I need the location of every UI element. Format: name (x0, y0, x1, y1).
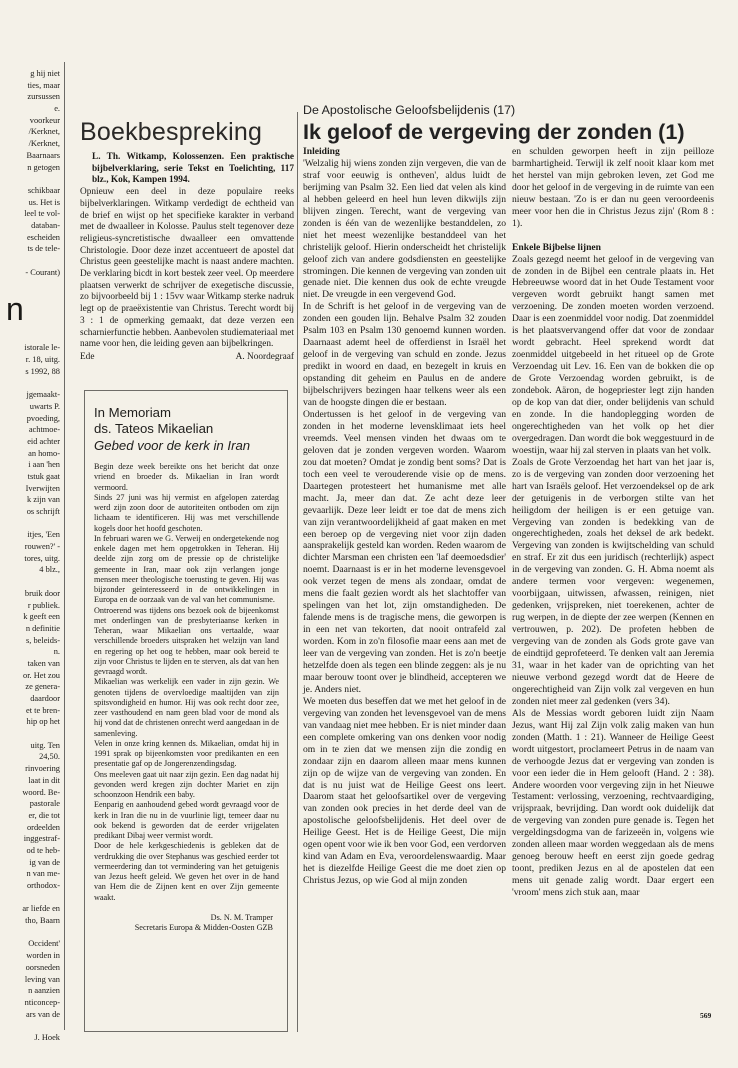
article-paragraph: Zoals gezegd neemt het geloof in de vergeving van de zonden in de Bijbel een centrale plaats in. Het Hebreeuwse woord dat in het Oude Testament voor vergeven wordt gebruikt hangt samen met verzoening. De zonden moeten worden verzoend. Daar is een zoenmiddel voor nodig. Dat zoenmiddel is het plaatsvervangend offer dat voor de zondaar wordt gebracht. Heel sprekend wordt dat zoenmiddel uitgebeeld in het ritueel op de Grote Verzoendag uit Lev. 16. Een van de bokken die op de Grote Verzoendag worden gebruikt, is de zondebok. Aäron, de hogepriester legt zijn handen op de kop van dat dier, onder belijdenis van schuld en zonde. In die handoplegging worden de ongerechtigheden van het volk op het dier overgedragen. Dan wordt die bok weggestuurd in de woestijn, waar hij zal sterven in plaats van het volk. (512, 253, 714, 456)
left-column-line: n getogen (27, 162, 60, 172)
memoriam-paragraph: Mikaelian was werkelijk een vader in zijn gezin. We genoten tijdens de overvloedige maaltijden van zijn spitsvondigheid en humor. Hij was ook recht door zee, zeer vasthoudend en nam geen blad voor de mond als hij vond dat de christenen onrecht werd aangedaan in de samenleving. (94, 677, 279, 738)
left-column-line: escheiden (26, 232, 60, 242)
left-column-line (0, 892, 60, 904)
left-column-line: n aanzien (28, 986, 60, 996)
left-column-line: us. Het is (28, 197, 60, 207)
left-column-line: /Kerknet, (28, 139, 60, 149)
article-column-1 (303, 146, 506, 887)
left-column-line (0, 576, 60, 588)
left-column-line: ze genera- (25, 682, 60, 692)
left-column-line (0, 518, 60, 530)
review-book-heading: L. Th. Witkamp, Kolossenzen. Een praktische bijbelverklaring, serie Tekst en Toelichting, 117 blz., Kok, Kampen 1994. (92, 152, 294, 186)
left-column-line: i aan 'hen (28, 460, 60, 470)
left-column-line: daardoor (30, 694, 60, 703)
article-paragraph: Zoals de Grote Verzoendag het hart van het jaar is, zo is de vergeving van zonden door verzoening het hart van Israëls geloof. Het verzoendeksel op de ark der getuigenis in de verborgen stilte van het heiligdom der heiligen is er een getuige van. Vergeving van zonden is bedekking van de ongerechtigheden, zoals het deksel de ark bedekt. Vergeving van zonden is kwijtschelding van schuld en straf. Er zit dus een juridisch (rechterlijk) aspect in de vergeving van zonden. G. H. Abma noemt als andere termen voor vergeven: wegenemen, voorbijgaan, uitwissen, afwassen, reinigen, niet gedenken, vrijspreken, niet toerekenen, achter de rug werpen, in de diepte der zee werpen (Kennen en vertrouwen, p. 202). De profeten hebben de vergeving van de zonden als Gods grote gave van de eindtijd geprofeteerd. Te denken valt aan Jeremia 31, waar in het kader van de oprichting van het nieuwe verbond gezegd wordt dat de Heere de ongerechtigheid van Zijn volk zal vergeven en hun zonden niet meer zal gedenken (vers 34). (512, 456, 714, 707)
left-column-line: tstuk gaat (27, 471, 60, 481)
left-column-line: bruik door (24, 588, 60, 598)
review-body: Opnieuw een deel in deze populaire reeks bijbelverklaringen. Witkamp verdedigt de echtheid van de brief en wijst op het specifieke karakter in verband met de dwaalleer in Kolosse. Paulus stelt tegenover deze religieus-syncretistische dwaalleer een omvattende Christologie. Door deze inzet accentueert de apostel dat Christus geen geestelijke macht is naast andere machten. De verklaring bicdt in kort bestek zeer veel. Op meerdere plaatsen verwerkt de schrijver de exegetische discussie, zo bijvoorbeeld bij 1 : 15vv waar Witkamp sterke nadruk legt op de praeëxistentie van Christus. Terecht wordt bij 3 : 1 de opmerking gemaakt, dat deze verzen een scharnierfunctie hebben. Aanbevolen studiemateriaal met name voor hen, die leiding geven aan bijbelkringen. (80, 187, 294, 350)
left-column-line: databan- (31, 220, 60, 230)
left-column-line: /Kerknet, (28, 127, 60, 137)
left-column-line: os schrijft (26, 507, 60, 516)
left-column-line: g hij niet (30, 69, 60, 78)
left-column-line (0, 927, 60, 939)
left-column-line: od te heb- (26, 845, 60, 855)
in-memoriam-box (84, 390, 288, 1032)
left-column-line: leving van (24, 974, 60, 984)
left-column-line: achtmoe- (28, 425, 60, 435)
column-2-intro: en schulden geworpen heeft in zijn peilloze barmhartigheid. Terwijl ik zelf nooit klaar kom met het herstel van mijn gebroken leven, zet God me door het geloof in de vergeving in de ruimte van een nieuw bestaan. 'Zo is er dan nu geen veroordeenis meer voor hen die in Christus Jezus zijn' (Rom 8 : 1). (512, 146, 714, 229)
left-column-line: hip op het (26, 717, 60, 727)
review-place: Ede (80, 351, 95, 362)
left-column-line: itjes, 'Een (27, 530, 60, 540)
left-column-line: worden in (26, 951, 60, 961)
left-column-line: jgemaakt- (26, 390, 60, 400)
biblical-lines-heading: Enkele Bijbelse lijnen (512, 241, 602, 253)
memoriam-paragraph: Begin deze week bereikte ons het bericht dat onze vriend en broeder ds. Mikaelian in Iran wordt vermoord. (94, 462, 279, 492)
left-column-line: pvoeding, (26, 413, 60, 423)
left-column-line: rouwen?' - (24, 542, 60, 552)
article-column-1-body (303, 158, 506, 887)
memoriam-subtitle: Gebed voor de kerk in Iran (94, 437, 251, 453)
left-column-line (0, 377, 60, 389)
memoriam-paragraph: Door de hele kerkgeschiedenis is gebleken dat de verdrukking die over Stephanus was geschied eerder tot vermeerdering dan tot vermindering van het getuigenis van Jezus heeft geleid. We geven het over in de hand van Hem die de Zijnen kent en over Zijn gemeente waakt. (94, 841, 279, 902)
left-column-line: orthodox- (26, 881, 60, 890)
left-column-line: 24,50. (39, 752, 60, 762)
left-column-line: ars van de (26, 1009, 60, 1019)
left-column-line: inggestraf- (23, 834, 60, 844)
left-column-line: uitg. Ten (30, 740, 60, 750)
article-kicker: De Apostolische Geloofsbelijdenis (17) (303, 103, 516, 117)
left-column-line: istorale le- (24, 343, 60, 353)
left-column-line: 4 blz., (39, 565, 60, 575)
left-column-line (0, 173, 60, 185)
left-column-line: ar liefde en (22, 904, 60, 914)
article-paragraph: We moeten dus beseffen dat we met het geloof in de vergeving van zonden het levensgevoel van de mens van vandaag niet mee hebben. Er is niet minder daan een complete omkering van ons denken voor nodig om in te zien dat we mensen zijn die zondig en zondaar zijn en daarom alleen maar mens kunnen zijn op de wijze van de vergeving van zonden. En dat is nu juist wat de Heilige Geest ons leert. Daarom staat het geloofsartikel over de vergeving van zonden ook precies in het derde deel van de apostolische geloofsbelijdenis. Het deel over de Heilige Geest. Het is de Heilige Geest, Die mijn ogen opent voor wie ik ben voor God, een verdorven kind van Adam en Eva, veroordelenswaardig. Maar het is diezelfde Heilige Geest die me doet zien op Christus Jezus, op wie God al mijn zonden (303, 695, 507, 887)
left-column-line: Iverwijten (25, 483, 60, 493)
memoriam-paragraph: Sinds 27 juni was hij vermist en afgelopen zaterdag werd zijn zoon door de autoriteiten ontboden om zijn lichaam te identificeren. Hij was met verschillende kogels door het hoofd geschoten. (94, 492, 279, 533)
review-author: A. Noordegraaf (235, 351, 294, 362)
left-column-line: uwarts P. (29, 401, 60, 411)
left-column-line (0, 728, 60, 740)
left-column-line: er, die tot (28, 810, 60, 820)
left-column-line: J. Hoek (34, 1032, 60, 1042)
left-column-line: schikbaar (27, 185, 60, 195)
left-column-line: et te bren- (26, 705, 60, 715)
left-column-line: pastorale (29, 799, 60, 809)
memoriam-signature-role: Secretaris Europa & Midden-Oosten GZB (134, 923, 273, 933)
article-paragraph: Als de Messias wordt geboren luidt zijn Naam Jezus, want Hij zal Zijn volk zalig maken van hun zonden (Matth. 1 : 21). Wanneer de Heilige Geest wordt uitgestort, proclameert Petrus in de naam van de verhoogde Jezus dat er vergeving van zonden is voor een ieder die in Hem gelooft (Hand. 2 : 38). Andere woorden voor vergeving zijn in het Nieuwe Testament: verlossing, verzoening, rechtvaardiging, vrijspraak, bevrijding. Dan wordt ook duidelijk dat de vergeving van zonden pure genade is. Tegen het vergeldingsdogma van de farizeeën in, volgens wie zonden alleen maar worden weggedaan als de mens genoeg berouw heeft en eerst zijn goede gedrag toont, prediken Jezus en al de apostelen dat een mens uit genade zalig wordt. Daar ergert een 'vroom' mens zich stuk aan, maar (512, 707, 714, 899)
article-paragraph: In de Schrift is het geloof in de vergeving van de zonden een gouden lijn. Behalve Psalm 32 zouden Psalm 103 en Psalm 130 genoemd kunnen worden. Daarnaast ademt heel de offerdienst in Israël het geloof in de vergeving van schuld en zonde. Jezus predikt in woord en daad, en bezegelt in kruis en opstanding dit geheim en Paulus en de andere bijbelschrijvers bezingen haar telkens weer als een van de hoogste dingen die er bestaan. (303, 301, 506, 409)
article-paragraph: Ondertussen is het geloof in de vergeving van zonden in het moderne levensklimaat iets heel vreemds. Veel mensen vinden het dwaas om te geloven dat je zonden vergeven worden. Waarom zou dat moeten? Omdat je zondig bent soms? Dat is toch een veel te verouderende visie op de mens. Daartegen protesteert het humanisme met alle macht. Ja, meer dan dat. Ze acht deze leer gevaarlijk. Deze leer leidt er toe dat de mens zich van zijn verantwoordelijkheid af gaat maken en met een beroep op de vergeving niet voor zijn daden aansprakelijk gesteld kan worden. Reden waarom de dichter Marsman een christen een 'laf deemoedsdier' noemt. Daarnaast is er in het moderne levensgevoel ook verzet tegen de mens als zondaar, omdat de mens die faalt gezien wordt als het slachtoffer van spelingen van het lot, zijn omstandigheden. De falende mens is de tragische mens, die geworpen is in een net van tekorten, dat nooit ontrafeld zal worden. Kom in zo'n filosofie maar eens aan met de leer van de vergeving van zonden. Het is zo'n beetje hetzelfde doen als tegen een blinde zeggen: als je nu maar berouw toont over je blindheid, accepteren we je. Anders niet. (303, 408, 506, 695)
left-column-line: r. 18, uitg. (25, 355, 60, 365)
left-column-line: taken van (27, 658, 60, 668)
left-column-line: k zijn van (26, 495, 60, 505)
left-column-line: ordeelden (26, 822, 60, 832)
left-column-line: Baarnaars (26, 150, 60, 160)
left-column-text (0, 68, 60, 1044)
intro-heading: Inleiding (303, 146, 340, 157)
left-column-line: tho, Baarn (25, 916, 60, 926)
memoriam-signature (94, 913, 279, 934)
memoriam-paragraph: Ons meeleven gaat uit naar zijn gezin. Een dag nadat hij gevonden werd kregen zijn dochter Mariet en zijn schoonzoon Hendrik een baby. (94, 769, 279, 800)
review-title: Boekbespreking (80, 118, 263, 146)
memoriam-paragraph: In februari waren we G. Verweij en ondergetekende nog enkele dagen met hem opgetrokken in Teheran. Hij deelde zijn zorg om de pressie op de christelijke gemeente in Iran, maar ook zijn verlangen jonge mensen meer theologische toerusting te geven. Hij was bijzonder geïnteresseerd in de ontwikkelingen in Europa en de oorzaak van de val van het communisme. (94, 533, 279, 605)
book-review (80, 118, 294, 364)
left-column-line: voorkeur (29, 115, 60, 125)
left-column-line: oorsneden (25, 962, 60, 972)
memoriam-paragraph: Eenparig en aanhoudend gebed wordt gevraagd voor de kerk in Iran die nu in de vuurlinie ligt, temeer daar nu ook bekend is geworden dat de eerder vrijgelaten predikant Dibaj weer vermist wordt. (94, 800, 279, 841)
left-column-line: k geeft een (23, 612, 60, 622)
memoriam-paragraph: Velen in onze kring kennen ds. Mikaelian, omdat hij in 1991 sprak op bijeenkomsten voor predikanten en een presentatie gaf op de Jongerenzendingsdag. (94, 738, 279, 769)
article-title: Ik geloof de vergeving der zonden (1) (303, 119, 685, 144)
left-column-line: or. Het zou (23, 670, 60, 680)
memoriam-title: In Memoriam (94, 405, 171, 420)
left-column-line: - Courant) (25, 267, 60, 277)
article-paragraph: 'Welzalig hij wiens zonden zijn vergeven, die van de straf voor eeuwig is ontheven', aldus luidt de berijming van Psalm 32. Een lied dat velen als kind al hebben geleerd en heel hun leven dikwijls zijn blijven zingen. Terecht, want de vergeving van zonden is één van de wezenlijke bestanddelen, zo niet het meest wezenlijke bestanddeel van het christelijk geloof. Hierin onderscheidt het christelijk geloof zich van andere godsdiensten en geestelijke stromingen. Die kennen de vergeving van zonden uit genade niet. Die kennen dus ook de echte vreugde niet. De vreugde in een vergevend God. (303, 157, 506, 301)
column-divider-middle (297, 112, 298, 1032)
left-column-big-letter: n (6, 291, 24, 328)
column-divider-left (64, 62, 65, 1030)
left-column-line: ts de tele- (27, 244, 60, 254)
left-column-line: rinvoering (25, 764, 60, 774)
memoriam-signature-name: Ds. N. M. Tramper (210, 912, 273, 922)
left-column-line (0, 255, 60, 267)
left-column-line: Occident' (28, 939, 60, 949)
left-column-line: zursussen (27, 92, 60, 102)
left-column-line: ig van de (29, 857, 60, 867)
article-column-2-body (512, 254, 714, 899)
left-column-line (0, 1020, 60, 1032)
memoriam-body (94, 462, 279, 903)
left-column-line: n van me- (26, 869, 60, 879)
left-column-line: n. (53, 647, 60, 657)
left-column-line: e. (54, 104, 60, 114)
left-column-line: nticoncep- (24, 997, 60, 1007)
left-column-line: ties, maar (27, 80, 60, 90)
memoriam-name: ds. Tateos Mikaelian (94, 421, 214, 437)
left-column-line: eid achter (27, 436, 60, 446)
left-column-line: woord. Be- (22, 787, 60, 797)
page-number: 569 (700, 1011, 712, 1020)
left-clipped-column (0, 68, 62, 1042)
left-column-line: s, beleids- (26, 635, 60, 645)
left-column-line: leel te vol- (24, 209, 60, 219)
left-column-line: tores, uitg. (24, 553, 60, 563)
review-signature (80, 352, 294, 364)
memoriam-paragraph: Ontroerend was tijdens ons bezoek ook de bijeenkomst met onderlingen van de presbyteriaanse kerken in Teheran, waar Mikaelian ons vertaalde, waar verschillende broeders uitspraken het welzijn van land en regering op het oog te hebben, maar ook bereid te zijn voor Christus te lijden en te sterven, als dat van hen gevraagd wordt. (94, 605, 279, 677)
article-column-2 (512, 146, 714, 899)
left-column-line: laat in dit (28, 775, 60, 785)
left-column-line: s 1992, 88 (25, 366, 60, 376)
left-column-line: n definitie (25, 623, 60, 633)
left-column-line: r publiek. (27, 600, 60, 610)
left-column-line: an homo- (28, 448, 60, 458)
